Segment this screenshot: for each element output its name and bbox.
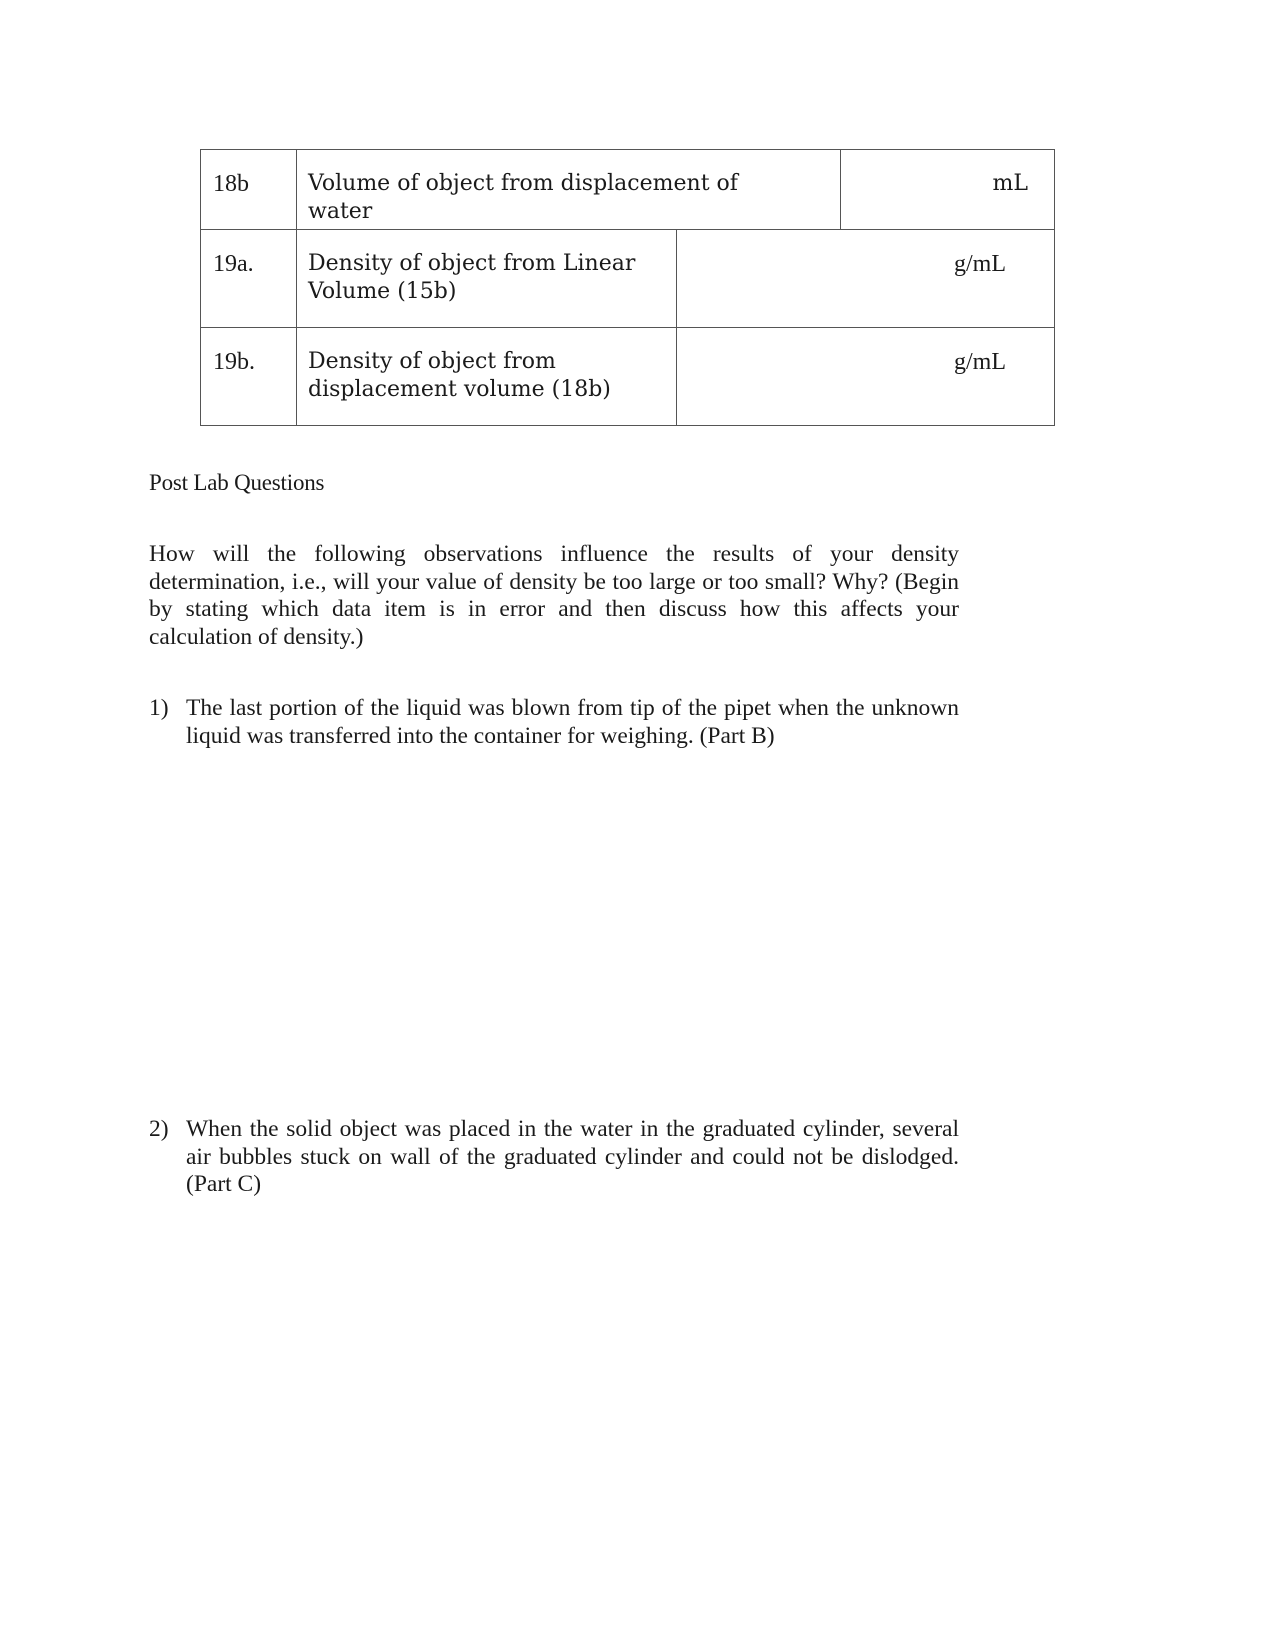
question-text: The last portion of the liquid was blown from tip of the pipet when the unknown liquid was transferred into the container for weighing. (Part B) [186,695,959,749]
table-row-19b [201,327,1054,425]
answer-cell[interactable] [677,230,1054,327]
answer-cell[interactable] [841,150,1054,229]
row-number: 19b. [201,328,297,425]
row-description [297,328,677,425]
table-row-18b [201,150,1054,229]
question-1 [149,695,959,750]
answer-cell[interactable] [677,328,1054,425]
unit-label: g/mL [954,349,1006,375]
unit-label: g/mL [954,251,1006,277]
row-number: 18b [201,150,297,229]
section-title: Post Lab Questions [149,470,325,495]
description-line-1: Volume of object from displacement of [308,171,738,196]
question-text: When the solid object was placed in the water in the graduated cylinder, several air bubbles stuck on wall of the graduated cylinder and could not be dislodged. (Part C) [186,1116,959,1197]
question-number: 2) [149,1116,169,1142]
table-row-19a [201,229,1054,327]
intro-paragraph: How will the following observations influence the results of your density determination, i.e., will your value of density be too large or too small? Why? (Begin by stating which data item is in error and then discuss how this affects your calculation of density.) [149,541,959,650]
description-line-1: Density of object from [308,349,556,374]
description-line-1: Density of object from Linear [308,251,636,276]
description-line-2: water [308,199,373,224]
question-2 [149,1116,959,1199]
row-description [297,150,841,229]
description-line-2: Volume (15b) [308,279,457,304]
question-number: 1) [149,695,169,721]
unit-label: mL [992,171,1028,196]
row-number: 19a. [201,230,297,327]
description-line-2: displacement volume (18b) [308,377,611,402]
row-description [297,230,677,327]
results-table [200,149,1055,426]
